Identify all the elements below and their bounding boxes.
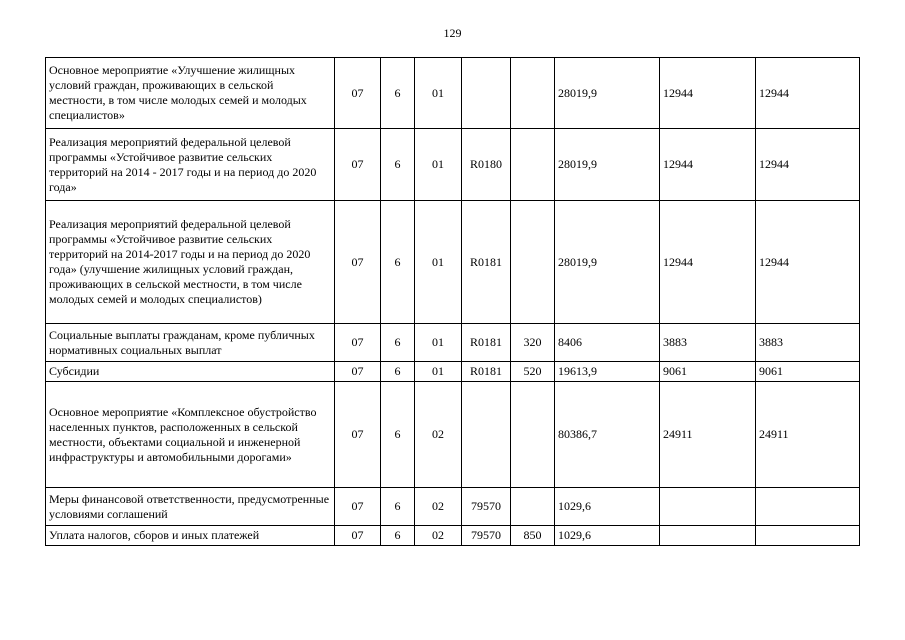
cell-direction-code: R0181	[462, 201, 511, 324]
cell-sum-2: 24911	[660, 382, 756, 488]
cell-expense-type	[511, 129, 555, 201]
cell-subsection: 6	[381, 129, 415, 201]
cell-sum-3: 12944	[756, 129, 860, 201]
cell-sum-2	[660, 526, 756, 546]
cell-program: 02	[415, 382, 462, 488]
row-name: Уплата налогов, сборов и иных платежей	[46, 526, 335, 546]
cell-sum-3: 12944	[756, 58, 860, 129]
cell-subsection: 6	[381, 362, 415, 382]
cell-expense-type	[511, 488, 555, 526]
cell-section: 07	[335, 58, 381, 129]
cell-sum-3: 24911	[756, 382, 860, 488]
cell-sum-1: 1029,6	[555, 526, 660, 546]
cell-expense-type	[511, 382, 555, 488]
cell-section: 07	[335, 324, 381, 362]
cell-sum-3: 9061	[756, 362, 860, 382]
cell-subsection: 6	[381, 488, 415, 526]
cell-direction-code: 79570	[462, 488, 511, 526]
cell-sum-3	[756, 526, 860, 546]
cell-section: 07	[335, 129, 381, 201]
cell-program: 01	[415, 58, 462, 129]
cell-subsection: 6	[381, 201, 415, 324]
row-name: Субсидии	[46, 362, 335, 382]
cell-section: 07	[335, 488, 381, 526]
cell-sum-2: 12944	[660, 129, 756, 201]
row-name: Основное мероприятие «Комплексное обустройство населенных пунктов, расположенных в сельской местности, объектами социальной и инженерной инфраструктуры и автомобильными дорогами»	[46, 382, 335, 488]
cell-sum-1: 28019,9	[555, 129, 660, 201]
cell-expense-type	[511, 201, 555, 324]
table-row	[46, 58, 860, 129]
cell-sum-1: 28019,9	[555, 58, 660, 129]
cell-expense-type: 320	[511, 324, 555, 362]
cell-sum-1: 28019,9	[555, 201, 660, 324]
cell-program: 02	[415, 526, 462, 546]
cell-sum-1: 80386,7	[555, 382, 660, 488]
cell-program: 02	[415, 488, 462, 526]
cell-subsection: 6	[381, 58, 415, 129]
table-row	[46, 488, 860, 526]
table-row	[46, 324, 860, 362]
cell-subsection: 6	[381, 526, 415, 546]
cell-program: 01	[415, 324, 462, 362]
row-name: Реализация мероприятий федеральной целевой программы «Устойчивое развитие сельских территорий на 2014-2017 годы и на период до 2020 года» (улучшение жилищных условий граждан, проживающих в сельской местности, в том числе молодых семей и молодых специалистов)	[46, 201, 335, 324]
cell-program: 01	[415, 362, 462, 382]
cell-subsection: 6	[381, 324, 415, 362]
cell-section: 07	[335, 382, 381, 488]
row-name: Основное мероприятие «Улучшение жилищных условий граждан, проживающих в сельской местности, в том числе молодых семей и молодых специалистов»	[46, 58, 335, 129]
cell-expense-type: 850	[511, 526, 555, 546]
cell-sum-2: 12944	[660, 58, 756, 129]
cell-direction-code	[462, 382, 511, 488]
row-name: Меры финансовой ответственности, предусмотренные условиями соглашений	[46, 488, 335, 526]
cell-program: 01	[415, 201, 462, 324]
budget-table	[45, 57, 860, 546]
cell-sum-2	[660, 488, 756, 526]
table-row	[46, 526, 860, 546]
cell-direction-code: R0181	[462, 362, 511, 382]
cell-direction-code: R0180	[462, 129, 511, 201]
cell-direction-code: 79570	[462, 526, 511, 546]
page-number: 129	[443, 26, 462, 40]
cell-sum-2: 3883	[660, 324, 756, 362]
cell-sum-3: 12944	[756, 201, 860, 324]
table-row	[46, 382, 860, 488]
cell-program: 01	[415, 129, 462, 201]
cell-expense-type	[511, 58, 555, 129]
table-row	[46, 129, 860, 201]
cell-section: 07	[335, 526, 381, 546]
cell-direction-code: R0181	[462, 324, 511, 362]
cell-sum-1: 19613,9	[555, 362, 660, 382]
cell-sum-3: 3883	[756, 324, 860, 362]
cell-direction-code	[462, 58, 511, 129]
row-name: Социальные выплаты гражданам, кроме публичных нормативных социальных выплат	[46, 324, 335, 362]
cell-section: 07	[335, 362, 381, 382]
cell-section: 07	[335, 201, 381, 324]
cell-sum-1: 8406	[555, 324, 660, 362]
table-row	[46, 362, 860, 382]
cell-sum-2: 9061	[660, 362, 756, 382]
cell-sum-1: 1029,6	[555, 488, 660, 526]
cell-subsection: 6	[381, 382, 415, 488]
row-name: Реализация мероприятий федеральной целевой программы «Устойчивое развитие сельских территорий на 2014 - 2017 годы и на период до 2020 года»	[46, 129, 335, 201]
cell-sum-3	[756, 488, 860, 526]
table-row	[46, 201, 860, 324]
cell-sum-2: 12944	[660, 201, 756, 324]
cell-expense-type: 520	[511, 362, 555, 382]
